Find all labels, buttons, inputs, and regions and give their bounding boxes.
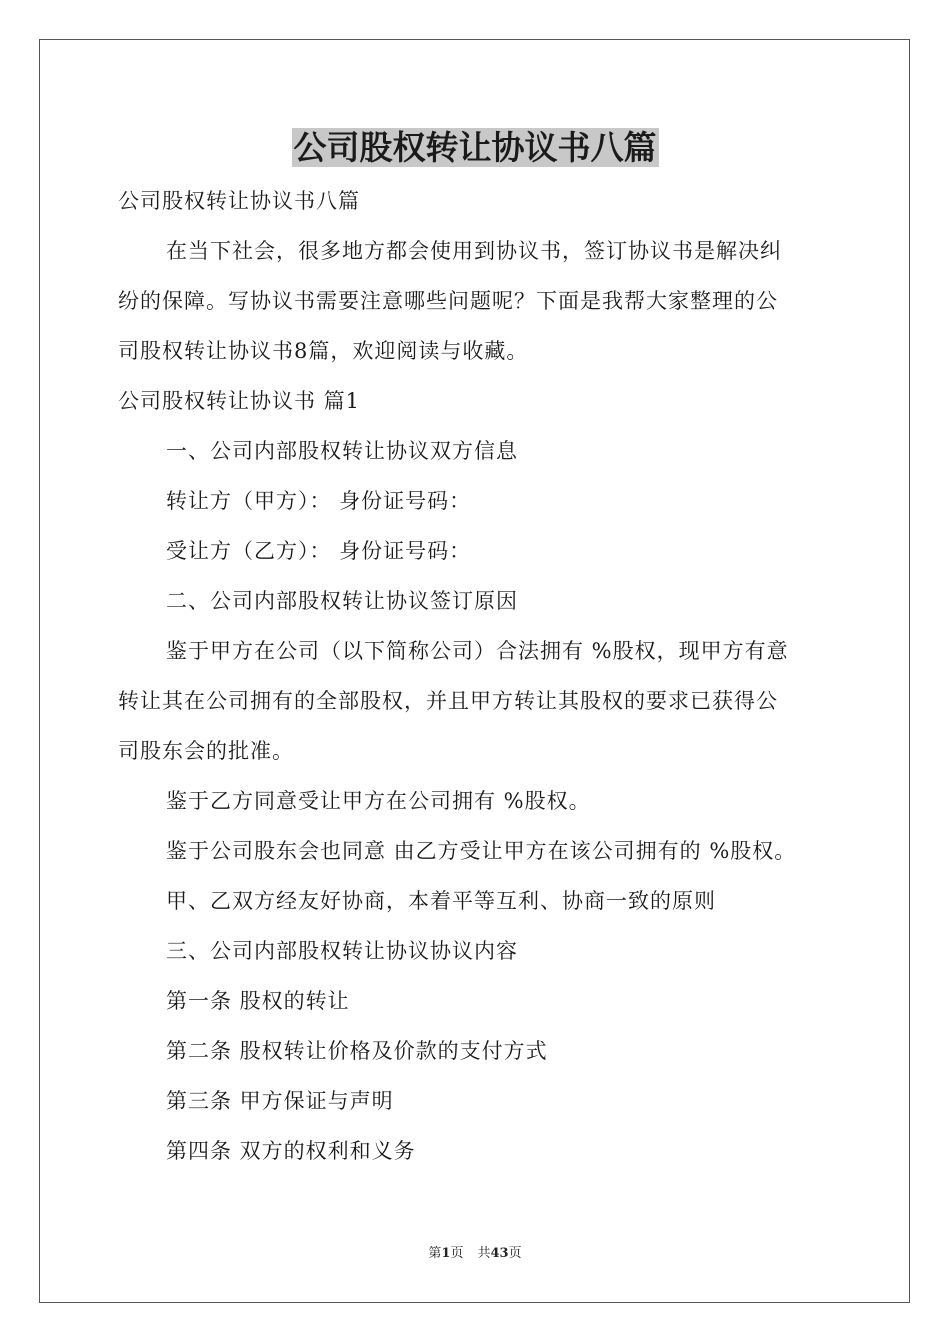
transferee-line: 受让方（乙方）： 身份证号码： — [166, 539, 472, 563]
article-2: 第二条 股权转让价格及价款的支付方式 — [166, 1039, 548, 1063]
clause-parties-heading: 一、公司内部股权转让协议双方信息 — [166, 439, 518, 463]
footer-total-pages: 43 — [490, 1246, 509, 1261]
recital-1-line-1: 鉴于甲方在公司（以下简称公司）合法拥有 %股权，现甲方有意 — [166, 639, 789, 663]
clause-content-heading: 三、公司内部股权转让协议协议内容 — [166, 939, 518, 963]
article-1: 第一条 股权的转让 — [166, 989, 350, 1013]
article-3: 第三条 甲方保证与声明 — [166, 1089, 394, 1113]
footer-total-prefix: 共 — [477, 1246, 491, 1261]
transferor-line: 转让方（甲方）： 身份证号码： — [166, 489, 472, 513]
intro-line-2: 纷的保障。写协议书需要注意哪些问题呢？下面是我帮大家整理的公 — [118, 289, 778, 313]
recital-4: 甲、乙双方经友好协商，本着平等互利、协商一致的原则 — [166, 889, 716, 913]
footer-current-page: 1 — [441, 1246, 451, 1261]
document-body — [118, 176, 840, 1176]
recital-3: 鉴于公司股东会也同意 由乙方受让甲方在该公司拥有的 %股权。 — [166, 839, 797, 863]
footer-page-suffix: 页 — [450, 1246, 464, 1261]
document-title-text: 公司股权转让协议书八篇 — [293, 128, 657, 167]
document-title — [0, 126, 950, 170]
subtitle-line: 公司股权转让协议书八篇 — [118, 189, 360, 213]
clause-reason-heading: 二、公司内部股权转让协议签订原因 — [166, 589, 518, 613]
recital-1-line-3: 司股东会的批准。 — [118, 739, 294, 763]
page-footer — [0, 1244, 950, 1264]
intro-line-1: 在当下社会，很多地方都会使用到协议书，签订协议书是解决纠 — [166, 239, 782, 263]
recital-2: 鉴于乙方同意受让甲方在公司拥有 %股权。 — [166, 789, 591, 813]
intro-line-3: 司股权转让协议书8篇，欢迎阅读与收藏。 — [118, 339, 529, 363]
article-4: 第四条 双方的权利和义务 — [166, 1139, 416, 1163]
footer-page-prefix: 第 — [428, 1246, 442, 1261]
footer-total-suffix: 页 — [508, 1246, 522, 1261]
section-heading: 公司股权转让协议书 篇1 — [118, 389, 361, 413]
recital-1-line-2: 转让其在公司拥有的全部股权，并且甲方转让其股权的要求已获得公 — [118, 689, 778, 713]
